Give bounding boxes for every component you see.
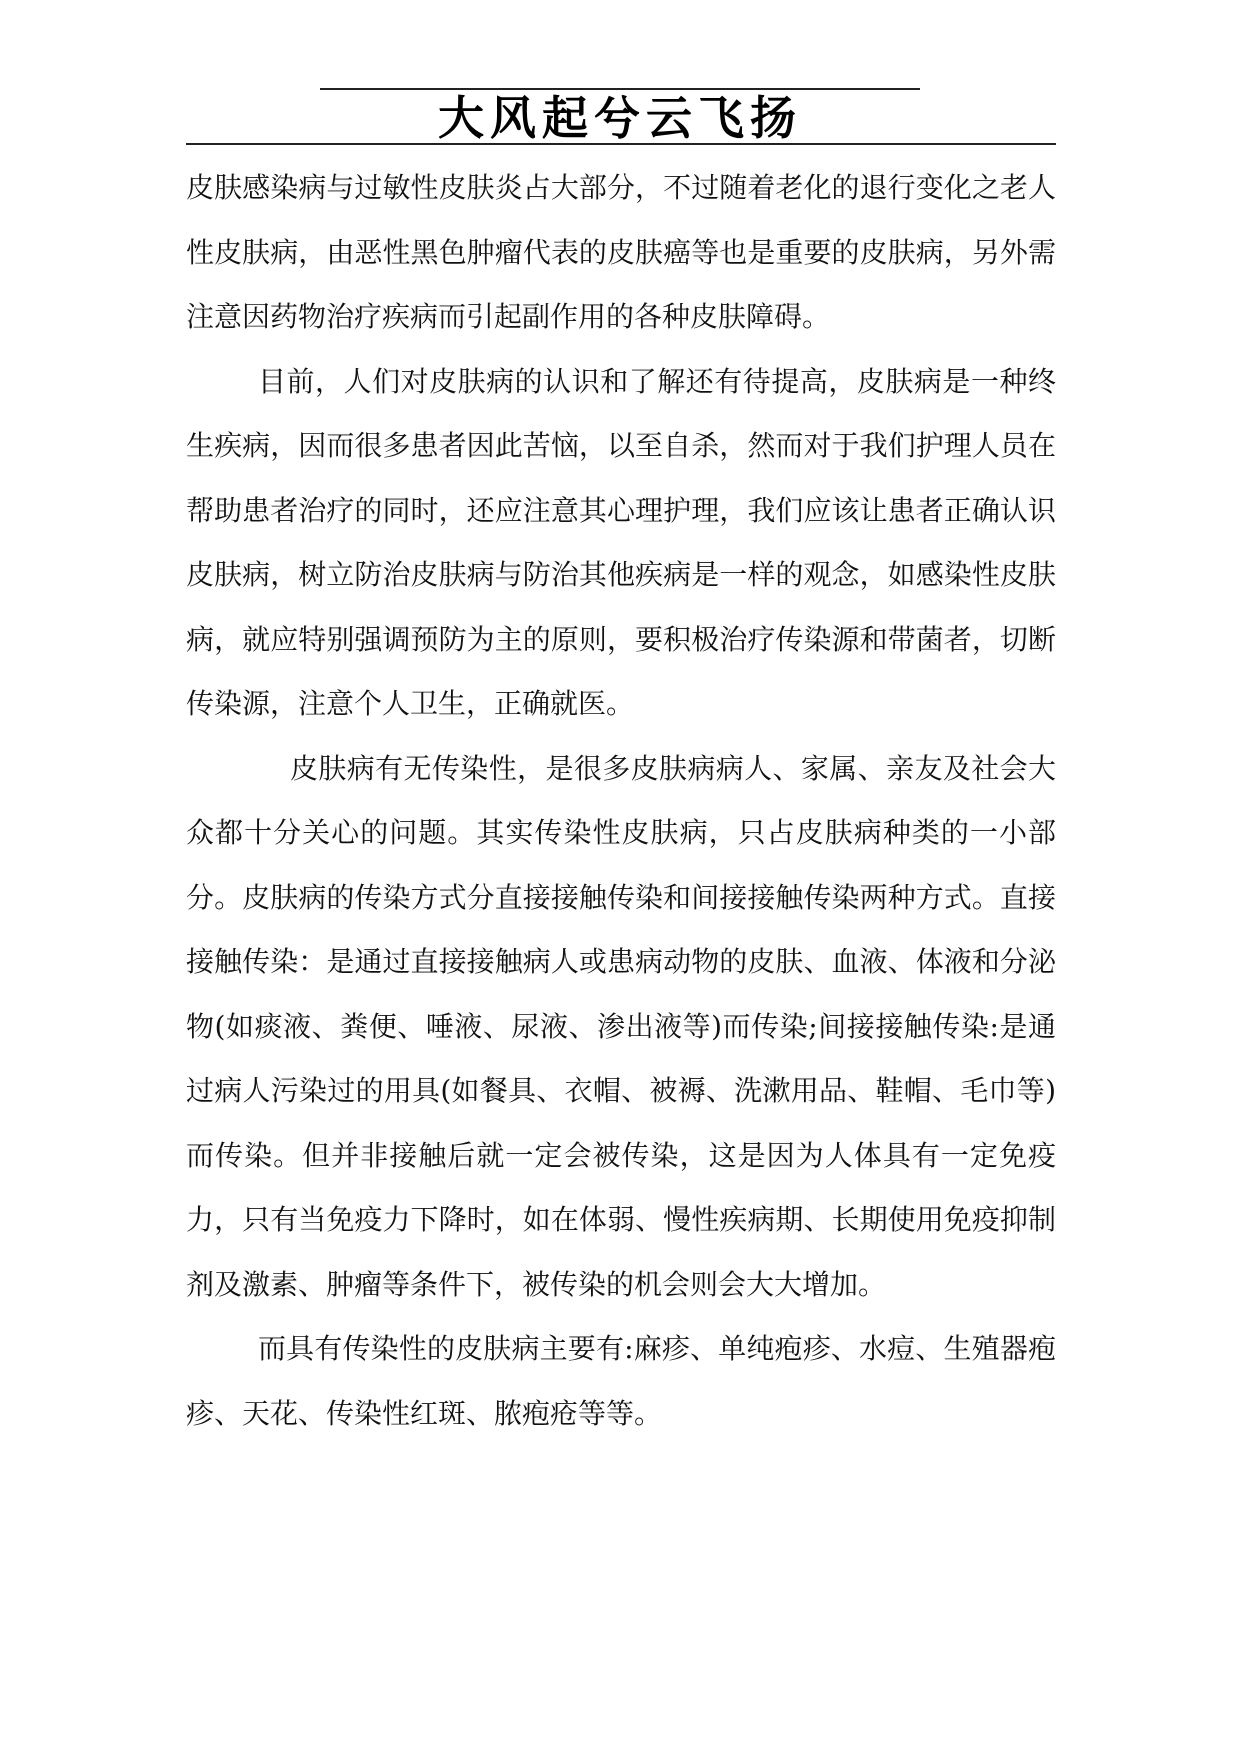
paragraph-4: 而具有传染性的皮肤病主要有:麻疹、单纯疱疹、水痘、生殖器疱疹、天花、传染性红斑、脓疱疮等等。	[186, 1332, 1056, 1430]
paragraph-2: 目前，人们对皮肤病的认识和了解还有待提高，皮肤病是一种终生疾病，因而很多患者因此苦恼，以至自杀，然而对于我们护理人员在帮助患者治疗的同时，还应注意其心理护理，我们应该让患者正确认识皮肤病，树立防治皮肤病与防治其他疾病是一样的观念，如感染性皮肤病，就应特别强调预防为主的原则，要积极治疗传染源和带菌者，切断传染源，注意个人卫生，正确就医。	[186, 364, 1056, 720]
header-top-rule	[320, 88, 920, 90]
header-title: 大风起兮云飞扬	[438, 91, 802, 145]
paragraph-1: 皮肤感染病与过敏性皮肤炎占大部分，不过随着老化的退行变化之老人性皮肤病，由恶性黑色肿瘤代表的皮肤癌等也是重要的皮肤病，另外需注意因药物治疗疾病而引起副作用的各种皮肤障碍。	[186, 171, 1056, 333]
paragraph-3: 皮肤病有无传染性，是很多皮肤病病人、家属、亲友及社会大众都十分关心的问题。其实传染性皮肤病，只占皮肤病种类的一小部分。皮肤病的传染方式分直接接触传染和间接接触传染两种方式。直接接触传染：是通过直接接触病人或患病动物的皮肤、血液、体液和分泌物(如痰液、粪便、唾液、尿液、渗出液等)而传染;间接接触传染:是通过病人污染过的用具(如餐具、衣帽、被褥、洗漱用品、鞋帽、毛巾等)而传染。但并非接触后就一定会被传染，这是因为人体具有一定免疫力，只有当免疫力下降时，如在体弱、慢性疾病期、长期使用免疫抑制剂及激素、肿瘤等条件下，被传染的机会则会大大增加。	[186, 751, 1056, 1301]
document-body	[186, 156, 1056, 1446]
header-bottom-rule	[186, 143, 1056, 145]
